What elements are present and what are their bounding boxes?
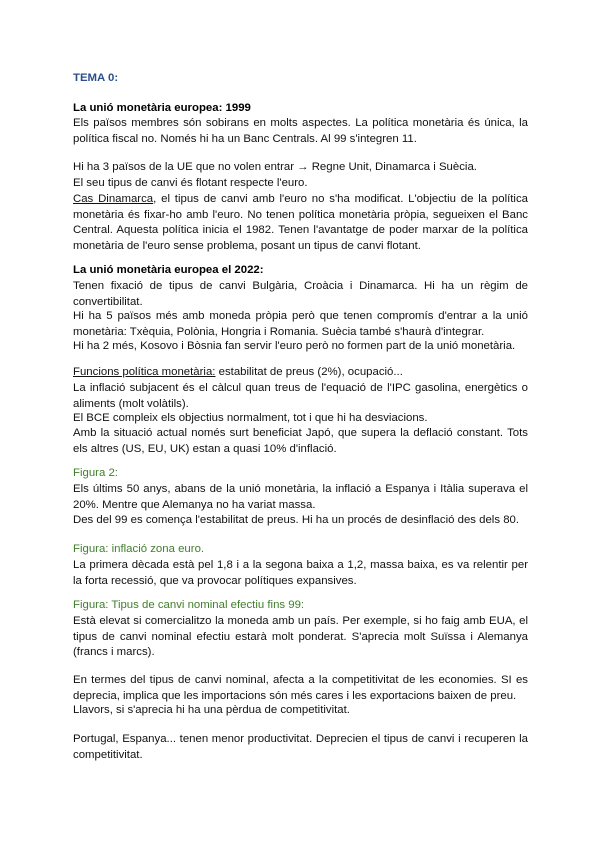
paragraph: Els últims 50 anys, abans de la unió monetària, la inflació a Espanya i Itàlia superava el 20%. Mentre que Alemanya no ha variat massa. (73, 483, 528, 511)
underlined-term: Cas Dinamarca (73, 193, 154, 205)
paragraph: Hi ha 2 més, Kosovo i Bòsnia fan servir l'euro però no formen part de la unió monetària. (73, 340, 516, 352)
paragraph: La primera dècada està pel 1,8 i a la segona baixa a 1,2, massa baixa, es va relentir per la forta recessió, que va provocar polítiques expansives. (73, 559, 528, 587)
paragraph: Portugal, Espanya... tenen menor productivitat. Deprecien el tipus de canvi i recuperen la competitivitat. (73, 733, 528, 761)
underlined-term: Funcions política monetària: (73, 366, 216, 378)
paragraph: Hi ha 3 països de la UE que no volen entrar → Regne Unit, Dinamarca i Suècia. (73, 161, 477, 173)
section-heading-2022: La unió monetària europea el 2022: (73, 264, 264, 276)
paragraph-funcions (73, 365, 528, 381)
section-heading-1999: La unió monetària europea: 1999 (73, 102, 251, 114)
paragraph-dinamarca (73, 192, 528, 254)
figure-label: Figura: Tipus de canvi nominal efectiu fins 99: (73, 599, 305, 611)
paragraph: Des del 99 es comença l'estabilitat de preus. Hi ha un procés de desinflació des dels 80. (73, 514, 520, 526)
paragraph-text: , el tipus de canvi amb l'euro no s'ha modificat. L'objectiu de la política monetària és fixar-ho amb l'euro. No tenen política monetària pròpia, segueixen el Banc Central. Aquesta política inicia el 1982. Tenen l'avantatge de poder marxar de la política monetària de l'euro sense problema, posant un tipus de canvi flotant. (73, 193, 528, 252)
paragraph: Tenen fixació de tipus de canvi Bulgària, Croàcia i Dinamarca. Hi ha un règim de convertibilitat. (73, 280, 528, 308)
page-title: TEMA 0: (73, 72, 119, 84)
paragraph: Llavors, si s'aprecia hi ha una pèrdua de competitivitat. (73, 704, 350, 716)
paragraph: Hi ha 5 països més amb moneda pròpia però que tenen compromís d'entrar a la unió monetària: Txèquia, Polònia, Hongria i Romania. Suècia també s'haurà d'integrar. (73, 310, 528, 338)
paragraph: El seu tipus de canvi és flotant respecte l'euro. (73, 177, 308, 189)
figure-label: Figura: inflació zona euro. (73, 543, 205, 555)
paragraph: La inflació subjacent és el càlcul quan treus de l'equació de l'IPC gasolina, energètics o aliments (molt volàtils). (73, 382, 528, 410)
figure-label: Figura 2: (73, 467, 118, 479)
paragraph: Els països membres són sobirans en molts aspectes. La política monetària és única, la política fiscal no. Només hi ha un Banc Centrals. Al 99 s'integren 11. (73, 117, 528, 145)
paragraph: En termes del tipus de canvi nominal, afecta a la competitivitat de les economies. SI es deprecia, implica que les importacions són més cares i les exportacions baixen de preu. (73, 674, 528, 702)
paragraph: Amb la situació actual només surt beneficiat Japó, que supera la deflació constant. Tots els altres (US, EU, UK) estan a quasi 10% d'inflació. (73, 427, 528, 455)
paragraph-text: estabilitat de preus (2%), ocupació... (215, 366, 403, 378)
paragraph: El BCE compleix els objectius normalment, tot i que hi ha desviacions. (73, 412, 428, 424)
paragraph: Està elevat si comercialitzo la moneda amb un país. Per exemple, si ho faig amb EUA, el tipus de canvi nominal efectiu estarà molt ponderat. S'aprecia molt Suïssa i Alemanya (francs i marcs). (73, 615, 528, 659)
